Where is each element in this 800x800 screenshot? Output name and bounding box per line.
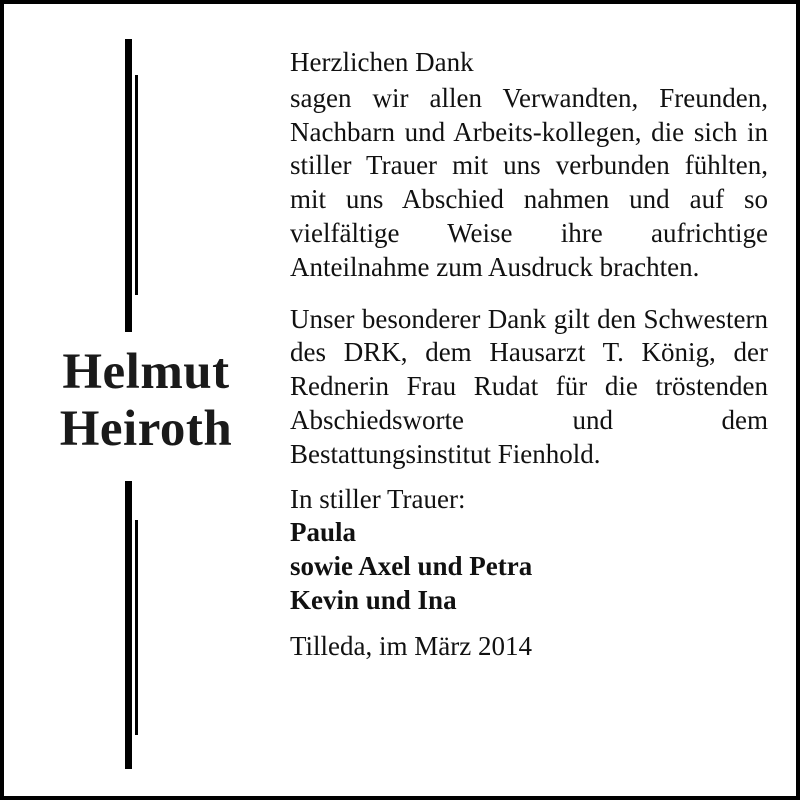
special-thanks-paragraph: Unser besonderer Dank gilt den Schwestern des DRK, dem Hausarzt T. König, der Rednerin Frau Rudat für die tröstenden Abschiedsworte und dem Bestattungsinstitut Fienhold.: [290, 303, 768, 469]
mourners-list: [290, 516, 768, 617]
thanks-paragraph: sagen wir allen Verwandten, Freunden, Nachbarn und Arbeits-kollegen, die sich in stiller Trauer mit uns verbunden fühlten, mit uns Abschied nahmen und auf so vielfältige Weise ihre aufrichtige Anteilnahme zum Ausdruck brachten.: [290, 82, 768, 282]
place-date: Tilleda, im März 2014: [290, 630, 532, 661]
signoff-label: In stiller Trauer:: [290, 483, 466, 514]
notice-heading: Herzlichen Dank: [290, 47, 474, 77]
deceased-last-name: Heiroth: [59, 401, 233, 457]
deceased-first-name: Helmut: [62, 344, 230, 400]
decorative-bar-bottom-thin: [135, 520, 138, 735]
decorative-bar-bottom: [125, 481, 132, 769]
notice-text: [290, 46, 768, 664]
mourner-name: sowie Axel und Petra: [290, 551, 533, 582]
decorative-bar-top-thin: [135, 75, 138, 295]
mourner-name: Kevin und Ina: [290, 584, 457, 615]
mourner-name: Paula: [290, 517, 357, 548]
decorative-bar-top: [125, 39, 132, 332]
deceased-name: [34, 344, 258, 458]
